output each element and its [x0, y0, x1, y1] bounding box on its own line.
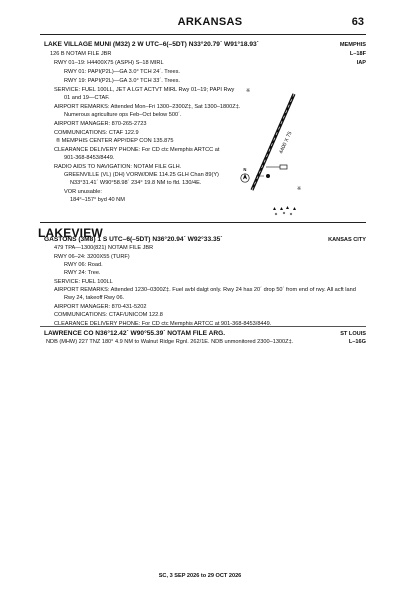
side-city: KANSAS CITY — [328, 237, 366, 243]
unknown-marks — [275, 212, 292, 215]
vor-line4: 184°–157° byd 40 NM — [70, 197, 125, 203]
side-chart: L–18F — [349, 51, 366, 57]
airport-entry-line2: 479 TPA—1300(821) NOTAM FILE JBR — [54, 245, 154, 251]
communications: COMMUNICATIONS: CTAF/UNICOM 122.8 — [54, 312, 163, 318]
side-city: MEMPHIS — [339, 42, 366, 48]
runway-24: RWY 24: Tree. — [64, 270, 101, 276]
side-iap: IAP — [356, 60, 366, 66]
north-label: N — [243, 167, 247, 172]
runway-main: RWY 06–24: 3200X55 (TURF) — [54, 254, 130, 260]
communications: COMMUNICATIONS: CTAF 122.9 — [54, 130, 139, 136]
airport-manager: AIRPORT MANAGER: 870-265-2723 — [54, 121, 147, 127]
tree-symbol: ※ — [297, 186, 302, 192]
vor-line1: GREENVILLE (VL) (DH) VORW/DME 114.25 GLH Chan 89(Y) — [64, 172, 219, 178]
airport-entry-line1: LAKE VILLAGE MUNI (M32) 2 W UTC–6(–5DT) N33°20.79´ W91°18.93´ — [44, 41, 259, 48]
section-rule — [40, 222, 366, 223]
navaid-entry-line1: LAWRENCE CO N36°12.42´ W90°55.39´ NOTAM FILE ARG. — [44, 330, 226, 337]
north-arrow-icon — [241, 174, 249, 183]
beacon-icon — [266, 174, 270, 178]
page-number: 63 — [351, 16, 364, 28]
airport-entry-line1: GASTONS (3M8) 1 S UTC–6(–5DT) N36°20.94´ W92°33.35´ — [44, 236, 223, 243]
service: SERVICE: FUEL 100LL, JET A LGT ACTVT MIRL Rwy 01–19; PAPI Rwy — [54, 87, 235, 93]
airport-remarks: AIRPORT REMARKS: Attended Mon–Fri 1300–2300Z‡, Sat 1300–1800Z‡. — [54, 104, 241, 110]
side-city: ST LOUIS — [340, 331, 366, 337]
airport-manager: AIRPORT MANAGER: 870-431-5202 — [54, 304, 147, 310]
vor-line3: VOR unusable: — [64, 189, 102, 195]
airport-remarks-cont: Rwy 24, takeoff Rwy 06. — [64, 295, 125, 301]
runway-01: RWY 01: PAPI(P2L)—GA 3.0° TCH 24´. Trees. — [64, 69, 180, 75]
header-rule — [40, 34, 366, 35]
service-cont: 01 and 19—CTAF. — [64, 95, 110, 101]
obstruction-icons — [273, 206, 296, 210]
runway-main: RWY 01–19: H4400X75 (ASPH) S–18 MIRL — [54, 60, 164, 66]
apron — [280, 165, 287, 169]
airport-remarks-cont: Numerous agriculture ops Feb–Oct below 500´. — [64, 112, 182, 118]
navaid-entry-line2: NDB (MHW) 227 TNZ 180° 4.9 NM to Walnut Ridge Rgnl. 262/1E. NDB unmonitored 2300–1300Z‡. — [46, 339, 294, 345]
clearance-delivery: CLEARANCE DELIVERY PHONE: For CD ctc Memphis ARTCC at 901-368-8453/8449. — [54, 321, 272, 327]
radio-aids: RADIO AIDS TO NAVIGATION: NOTAM FILE GLH. — [54, 164, 182, 170]
runway-19: RWY 19: PAPI(P2L)—GA 3.0° TCH 33´. Trees. — [64, 78, 180, 84]
runway-06: RWY 06: Road. — [64, 262, 103, 268]
airport-diagram — [240, 72, 370, 220]
clearance-delivery: CLEARANCE DELIVERY PHONE: For CD ctc Memphis ARTCC at — [54, 147, 220, 153]
service: SERVICE: FUEL 100LL — [54, 279, 113, 285]
airport-remarks: AIRPORT REMARKS: Attended 1230–0300Z‡. Fuel avbl dalgt only. Rwy 24 has 20´ drop 50´ from end of rwy. All acft land — [54, 287, 356, 293]
clearance-delivery-cont: 901-368-8453/8449. — [64, 155, 115, 161]
entry-rule — [40, 326, 366, 327]
state-title: ARKANSAS — [177, 16, 243, 28]
vor-line2: N33°31.41´ W90°58.98´ 234° 19.8 NM to fld. 130/4E. — [70, 180, 202, 186]
tree-symbol: ※ — [246, 88, 251, 94]
city-heading: LAKEVIEW — [38, 226, 103, 240]
side-chart: L–16G — [348, 339, 366, 345]
airport-entry-line2: 126 B NOTAM FILE JBR — [50, 51, 112, 57]
runway-dimension-label: 4400 X 75 — [278, 130, 294, 155]
page-header — [56, 16, 364, 30]
center-freq: ® MEMPHIS CENTER APP/DEP CON 135.875 — [56, 138, 174, 144]
effective-dates-footer: SC, 3 SEP 2026 to 29 OCT 2026 — [158, 573, 242, 579]
